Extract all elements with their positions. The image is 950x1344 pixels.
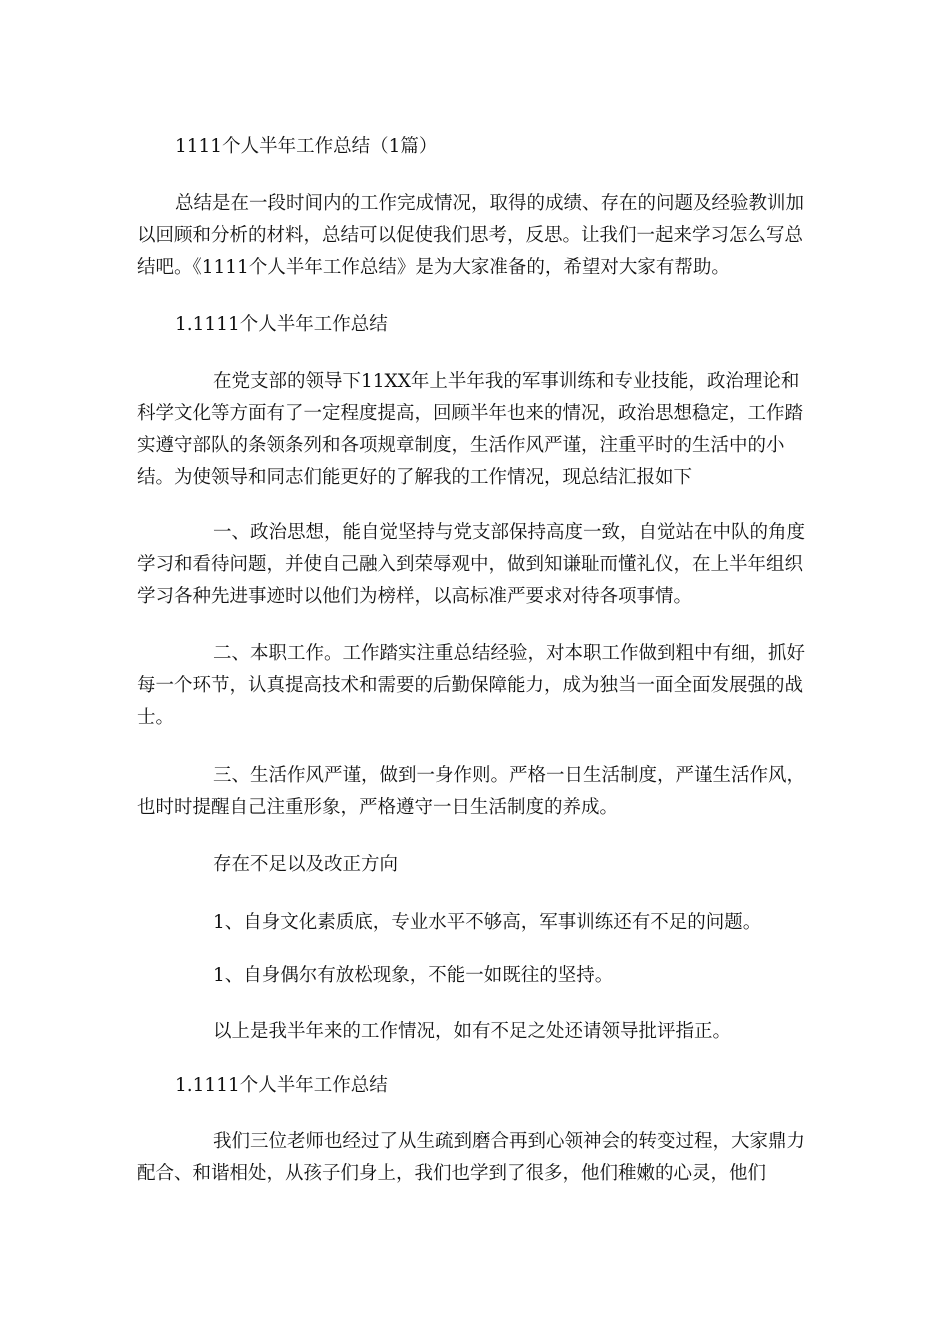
section1-shortcoming-1: 1、自身文化素质底，专业水平不够高，军事训练还有不足的问题。: [213, 912, 762, 933]
section2-paragraph-1: 我们三位老师也经过了从生疏到磨合再到心领神会的转变过程，大家鼎力配合、和谐相处，从孩子们身上，我们也学到了很多，他们稚嫩的心灵，他们: [137, 1131, 806, 1184]
document-title: 1111个人半年工作总结（1篇）: [175, 136, 438, 157]
section1-closing: 以上是我半年来的工作情况，如有不足之处还请领导批评指正。: [213, 1021, 732, 1042]
section1-paragraph-1: 在党支部的领导下11XX年上半年我的军事训练和专业技能，政治理论和科学文化等方面有了一定程度提高，回顾半年也来的情况，政治思想稳定，工作踏实遵守部队的条领条列和各项规章制度，生活作风严谨，注重平时的生活中的小结。为使领导和同志们能更好的了解我的工作情况，现总结汇报如下: [137, 371, 804, 488]
section1-shortcoming-2: 1、自身偶尔有放松现象，不能一如既往的坚持。: [213, 965, 614, 986]
section1-paragraph-4: 三、生活作风严谨，做到一身作则。严格一日生活制度，严谨生活作风，也时时提醒自己注重形象，严格遵守一日生活制度的养成。: [137, 765, 806, 818]
section1-paragraph-3: 二、本职工作。工作踏实注重总结经验，对本职工作做到粗中有细，抓好每一个环节，认真提高技术和需要的后勤保障能力，成为独当一面全面发展强的战士。: [137, 643, 806, 728]
section1-paragraph-2: 一、政治思想，能自觉坚持与党支部保持高度一致，自觉站在中队的角度学习和看待问题，并使自己融入到荣辱观中，做到知谦耻而懂礼仪，在上半年组织学习各种先进事迹时以他们为榜样，以高标准严要求对待各项事情。: [137, 522, 806, 607]
section1-shortcomings-heading: 存在不足以及改正方向: [213, 854, 399, 875]
section1-heading: 1.1111个人半年工作总结: [175, 314, 388, 335]
intro-paragraph: 总结是在一段时间内的工作完成情况，取得的成绩、存在的问题及经验教训加以回顾和分析的材料，总结可以促使我们思考，反思。让我们一起来学习怎么写总结吧。《1111个人半年工作总结》是为大家准备的，希望对大家有帮助。: [137, 193, 805, 278]
section2-heading: 1.1111个人半年工作总结: [175, 1075, 388, 1096]
